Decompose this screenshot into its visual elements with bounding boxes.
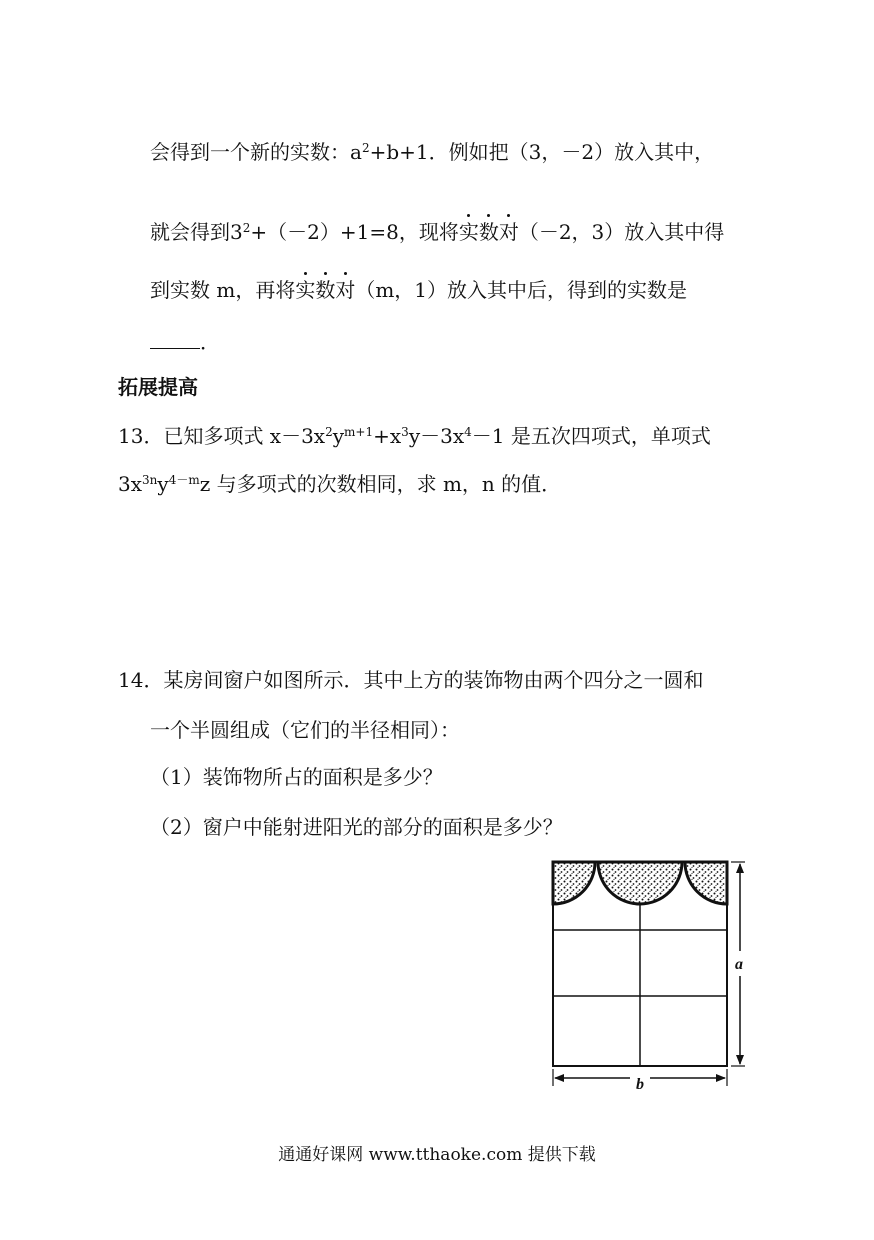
problem12-line1 <box>150 140 714 164</box>
superscript: 2 <box>361 141 370 155</box>
problem12-line3 <box>150 278 687 302</box>
problem12-line4-end: ． <box>200 330 220 354</box>
quarter-circle-right <box>685 862 727 904</box>
problem12-line2-b: +（－2）+1=8，现将 <box>250 220 459 244</box>
emphasis-char: 数 <box>315 278 336 302</box>
superscript: m+1 <box>344 425 374 439</box>
problem13-line2 <box>118 472 561 496</box>
p13-a: 13．已知多项式 x－3x <box>118 424 326 448</box>
p13-2c: z 与多项式的次数相同，求 m，n 的值． <box>199 472 562 496</box>
arrow-right-icon <box>716 1074 726 1082</box>
p13-d: y－3x <box>408 424 465 448</box>
problem14-line2: 一个半圆组成（它们的半径相同）： <box>150 718 460 742</box>
emphasis-char: 实 <box>458 220 479 244</box>
p13-2a: 3x <box>118 472 143 496</box>
window-figure <box>545 856 755 1101</box>
problem12-line2-c: （－2，3）放入其中得 <box>518 220 725 244</box>
problem12-line3-a: 到实数 m，再将 <box>150 278 296 302</box>
label-b: b <box>636 1076 644 1093</box>
problem14-line1: 14．某房间窗户如图所示．其中上方的装饰物由两个四分之一圆和 <box>118 668 704 692</box>
answer-blank <box>150 330 200 349</box>
superscript: 2 <box>242 221 251 235</box>
problem13-line1 <box>118 424 711 448</box>
problem14-question2: （2）窗户中能射进阳光的部分的面积是多少？ <box>150 815 563 839</box>
problem12-line4 <box>150 330 220 354</box>
p13-2b: y <box>157 472 169 496</box>
page-footer: 通通好课网 www.tthaoke.com 提供下载 <box>278 1145 596 1165</box>
problem12-line2 <box>150 220 724 244</box>
problem12-line2-a: 就会得到3 <box>150 220 243 244</box>
emphasis-char: 对 <box>498 220 519 244</box>
arrow-up-icon <box>736 863 744 873</box>
section-heading: 拓展提高 <box>118 375 198 399</box>
emphasis-dotted-text <box>459 220 519 244</box>
problem12-line1-text: 会得到一个新的实数：a <box>150 140 362 164</box>
emphasis-char: 对 <box>335 278 356 302</box>
semicircle-middle <box>598 862 682 904</box>
superscript: 4 <box>464 425 472 439</box>
superscript: 4－m <box>168 473 200 487</box>
emphasis-char: 实 <box>295 278 316 302</box>
problem12-line3-b: （m，1）放入其中后，得到的实数是 <box>355 278 688 302</box>
p13-c: +x <box>373 424 402 448</box>
label-a: a <box>735 956 743 973</box>
problem12-line1-rest: +b+1．例如把（3，－2）放入其中， <box>369 140 715 164</box>
p13-b: y <box>332 424 345 448</box>
quarter-circle-left <box>553 862 595 904</box>
superscript: 3 <box>401 425 409 439</box>
emphasis-char: 数 <box>478 220 499 244</box>
arrow-down-icon <box>736 1055 744 1065</box>
emphasis-dotted-text <box>295 278 355 302</box>
problem14-question1: （1）装饰物所占的面积是多少？ <box>150 765 443 789</box>
superscript: 2 <box>325 425 333 439</box>
p13-e: －1 是五次四项式，单项式 <box>471 424 711 448</box>
superscript: 3n <box>142 473 158 487</box>
arrow-left-icon <box>554 1074 564 1082</box>
